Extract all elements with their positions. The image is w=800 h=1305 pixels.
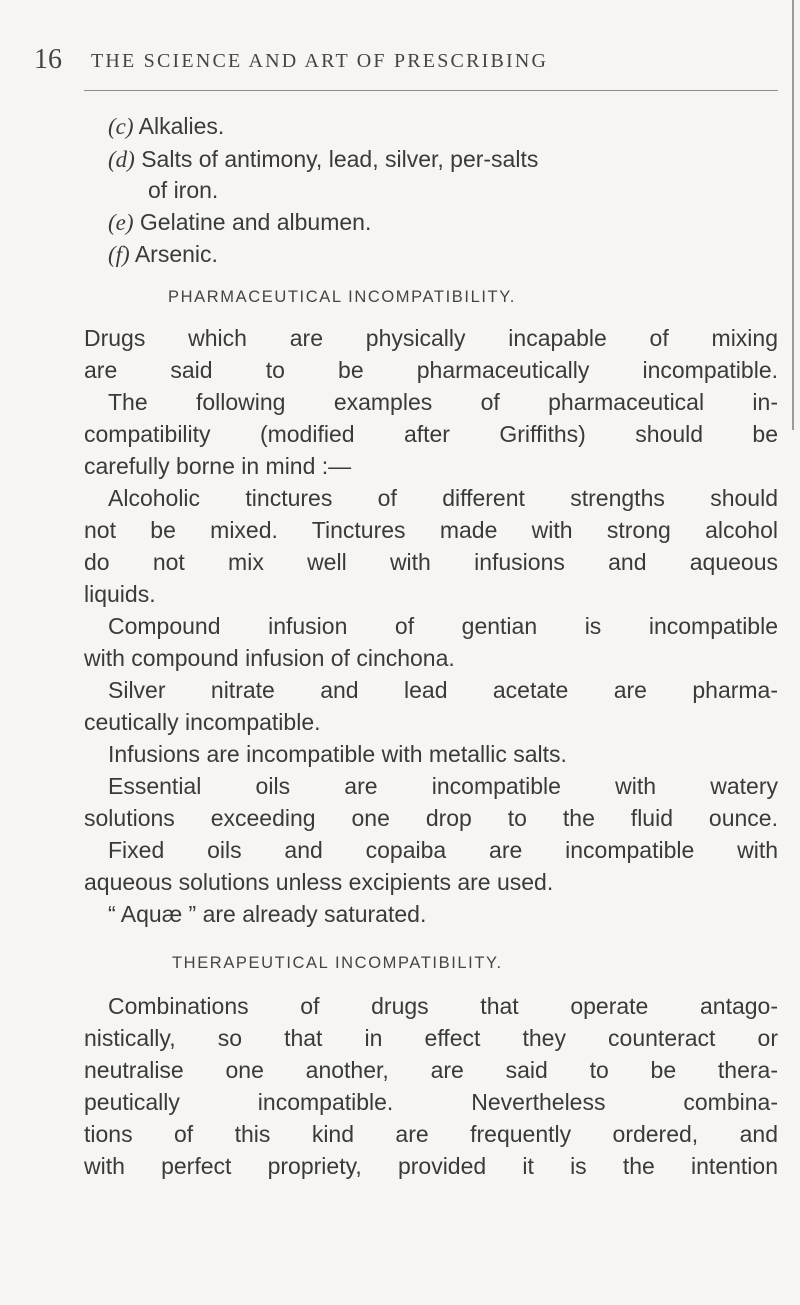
text-line: peutically incompatible. Nevertheless combina- bbox=[84, 1089, 778, 1115]
text-line: Drugs which are physically incapable of mixing bbox=[84, 325, 778, 351]
text-line: neutralise one another, are said to be thera- bbox=[84, 1057, 778, 1083]
text-line: solutions exceeding one drop to the fluid ounce. bbox=[84, 805, 778, 831]
section-heading-therapeutical: THERAPEUTICAL INCOMPATIBILITY. bbox=[172, 954, 503, 972]
text-line: Fixed oils and copaiba are incompatible with bbox=[108, 837, 778, 863]
page-number: 16 bbox=[34, 44, 62, 75]
list-item-text: Salts of antimony, lead, silver, per-salts bbox=[141, 146, 539, 172]
list-item-label: (f) bbox=[108, 242, 130, 267]
list-item-label: (c) bbox=[108, 114, 134, 139]
text-line: ceutically incompatible. bbox=[84, 709, 321, 735]
list-item-label: (d) bbox=[108, 147, 135, 172]
text-line: Silver nitrate and lead acetate are pharma- bbox=[108, 677, 778, 703]
page-edge-line bbox=[792, 0, 794, 430]
list-item bbox=[108, 145, 538, 174]
text-line: “ Aquæ ” are already saturated. bbox=[108, 901, 427, 927]
list-item bbox=[108, 112, 224, 141]
text-line: Compound infusion of gentian is incompatible bbox=[108, 613, 778, 639]
text-line: Alcoholic tinctures of different strengths should bbox=[108, 485, 778, 511]
section-heading-pharmaceutical: PHARMACEUTICAL INCOMPATIBILITY. bbox=[168, 288, 516, 306]
text-line: Combinations of drugs that operate antago- bbox=[108, 993, 778, 1019]
list-item bbox=[108, 208, 371, 237]
text-line: Infusions are incompatible with metallic salts. bbox=[108, 741, 567, 767]
list-item-text: Gelatine and albumen. bbox=[139, 209, 372, 235]
list-item-label: (e) bbox=[108, 210, 134, 235]
header-rule bbox=[84, 90, 778, 91]
text-line: The following examples of pharmaceutical in- bbox=[108, 389, 778, 415]
text-line: liquids. bbox=[84, 581, 156, 607]
text-line: do not mix well with infusions and aqueous bbox=[84, 549, 778, 575]
text-line: nistically, so that in effect they counteract or bbox=[84, 1025, 778, 1051]
text-line: tions of this kind are frequently ordered, and bbox=[84, 1121, 778, 1147]
text-line: compatibility (modified after Griffiths) should be bbox=[84, 421, 778, 447]
text-line: aqueous solutions unless excipients are used. bbox=[84, 869, 554, 895]
page-header bbox=[34, 44, 764, 84]
list-item-text: Alkalies. bbox=[138, 113, 225, 139]
text-line: with perfect propriety, provided it is the intention bbox=[84, 1153, 778, 1179]
text-line: are said to be pharmaceutically incompatible. bbox=[84, 357, 778, 383]
list-item-continuation: of iron. bbox=[148, 177, 219, 203]
text-line: Essential oils are incompatible with watery bbox=[108, 773, 778, 799]
text-line: not be mixed. Tinctures made with strong alcohol bbox=[84, 517, 778, 543]
running-head: THE SCIENCE AND ART OF PRESCRIBING bbox=[91, 50, 549, 72]
list-item bbox=[108, 240, 218, 269]
list-item-text: Arsenic. bbox=[134, 241, 218, 267]
text-line: with compound infusion of cinchona. bbox=[84, 645, 455, 671]
text-line: carefully borne in mind :— bbox=[84, 453, 352, 479]
